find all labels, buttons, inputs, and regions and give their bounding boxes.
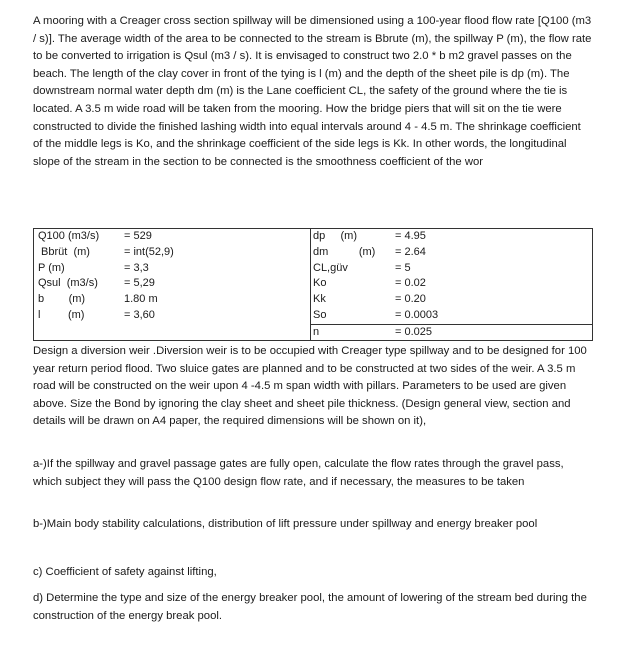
param-label: Ko <box>313 277 327 290</box>
param-value: = 5,29 <box>124 277 155 290</box>
param-cell-right <box>310 292 592 308</box>
param-label: l (m) <box>38 308 85 321</box>
param-label: P (m) <box>38 261 65 274</box>
param-value: = 2.64 <box>395 245 426 258</box>
param-value: = 5 <box>395 261 411 274</box>
table-row <box>34 229 592 245</box>
param-value: = 0.20 <box>395 293 426 306</box>
param-value: = 3,60 <box>124 308 155 321</box>
param-value: = 0.02 <box>395 277 426 290</box>
question-d: d) Determine the type and size of the energy breaker pool, the amount of lowering of the stream bed during the construction of the energy break pool. <box>33 592 587 622</box>
table-row <box>34 324 592 340</box>
param-label: Qsul (m3/s) <box>38 277 98 290</box>
param-label: So <box>313 308 327 321</box>
param-value: = 0.0003 <box>395 308 439 321</box>
table-row <box>34 245 592 261</box>
question-b: b-)Main body stability calculations, distribution of lift pressure under spillway and energy breaker pool <box>33 518 538 530</box>
param-value: = 0.025 <box>395 325 433 338</box>
design-paragraph: Design a diversion weir .Diversion weir is to be occupied with Creager type spillway and to be designed for 100 year return period flood. Two sluice gates are planned and to be constructed at two sides of the weir. A 3.5 m road will be constructed on the weir upon 4 -4.5 m span width with pillars. Parameters to be used are given above. Size the Bond by ignoring the clay sheet and sheet pile thickness. (Design general view, section and details will be drawn on A4 paper, the required dimensions will be shown on it), <box>33 345 587 428</box>
question-a: a-)If the spillway and gravel passage gates are fully open, calculate the flow rates through the gravel pass, which subject they will pass the Q100 design flow rate, and if necessary, the measures to be taken <box>33 458 564 488</box>
param-cell-right <box>310 276 592 292</box>
parameters-table <box>33 228 593 341</box>
table-row <box>34 308 592 324</box>
intro-paragraph: A mooring with a Creager cross section spillway will be dimensioned using a 100-year flood flow rate [Q100 (m3 / s)]. The average width of the area to be connected to the stream is Bbrute (m), the spillway P (m), the flow rate to be converted to irrigation is Qsul (m3 / s). It is envisaged to construct two 2.0 * b m2 gravel passes on the beach. The length of the clay cover in front of the tying is l (m) and the depth of the sheet pile is dp (m). The downstream normal water depth dm (m) is the Lane coefficient CL, the safety of the ground where the tie is located. A 3.5 m wide road will be taken from the mooring. How the bridge piers that will sit on the tie were constructed to divide the finished lashing width into equal intervals around 4 - 4.5 m. The shrinkage coefficient of the middle legs is Ko, and the shrinkage coefficient of the side legs is Kk. In other words, the longitudinal slope of the stream in the section to be connected is the smoothness coefficient of the wor <box>33 15 592 168</box>
question-c: c) Coefficient of safety against lifting, <box>33 566 217 578</box>
table-row <box>34 292 592 308</box>
param-label: CL,güv <box>313 261 348 274</box>
table-row <box>34 261 592 277</box>
param-label: Kk <box>313 293 326 306</box>
param-value: = 3,3 <box>124 261 149 274</box>
param-label: dm (m) <box>313 245 376 258</box>
param-cell-right <box>310 324 592 341</box>
param-cell-right <box>310 261 592 277</box>
param-value: = 4.95 <box>395 230 426 242</box>
param-cell-right <box>310 229 592 245</box>
param-value: 1.80 m <box>124 293 158 306</box>
param-cell-right <box>310 245 592 261</box>
param-label: dp (m) <box>313 230 358 242</box>
param-label: Q100 (m3/s) <box>38 230 100 242</box>
param-value: = 529 <box>124 230 152 242</box>
param-label: Bbrüt (m) <box>38 245 90 258</box>
param-label: n <box>313 325 320 338</box>
param-value: = int(52,9) <box>124 245 174 258</box>
param-label: b (m) <box>38 293 86 306</box>
table-row <box>34 276 592 292</box>
param-cell-right <box>310 308 592 324</box>
